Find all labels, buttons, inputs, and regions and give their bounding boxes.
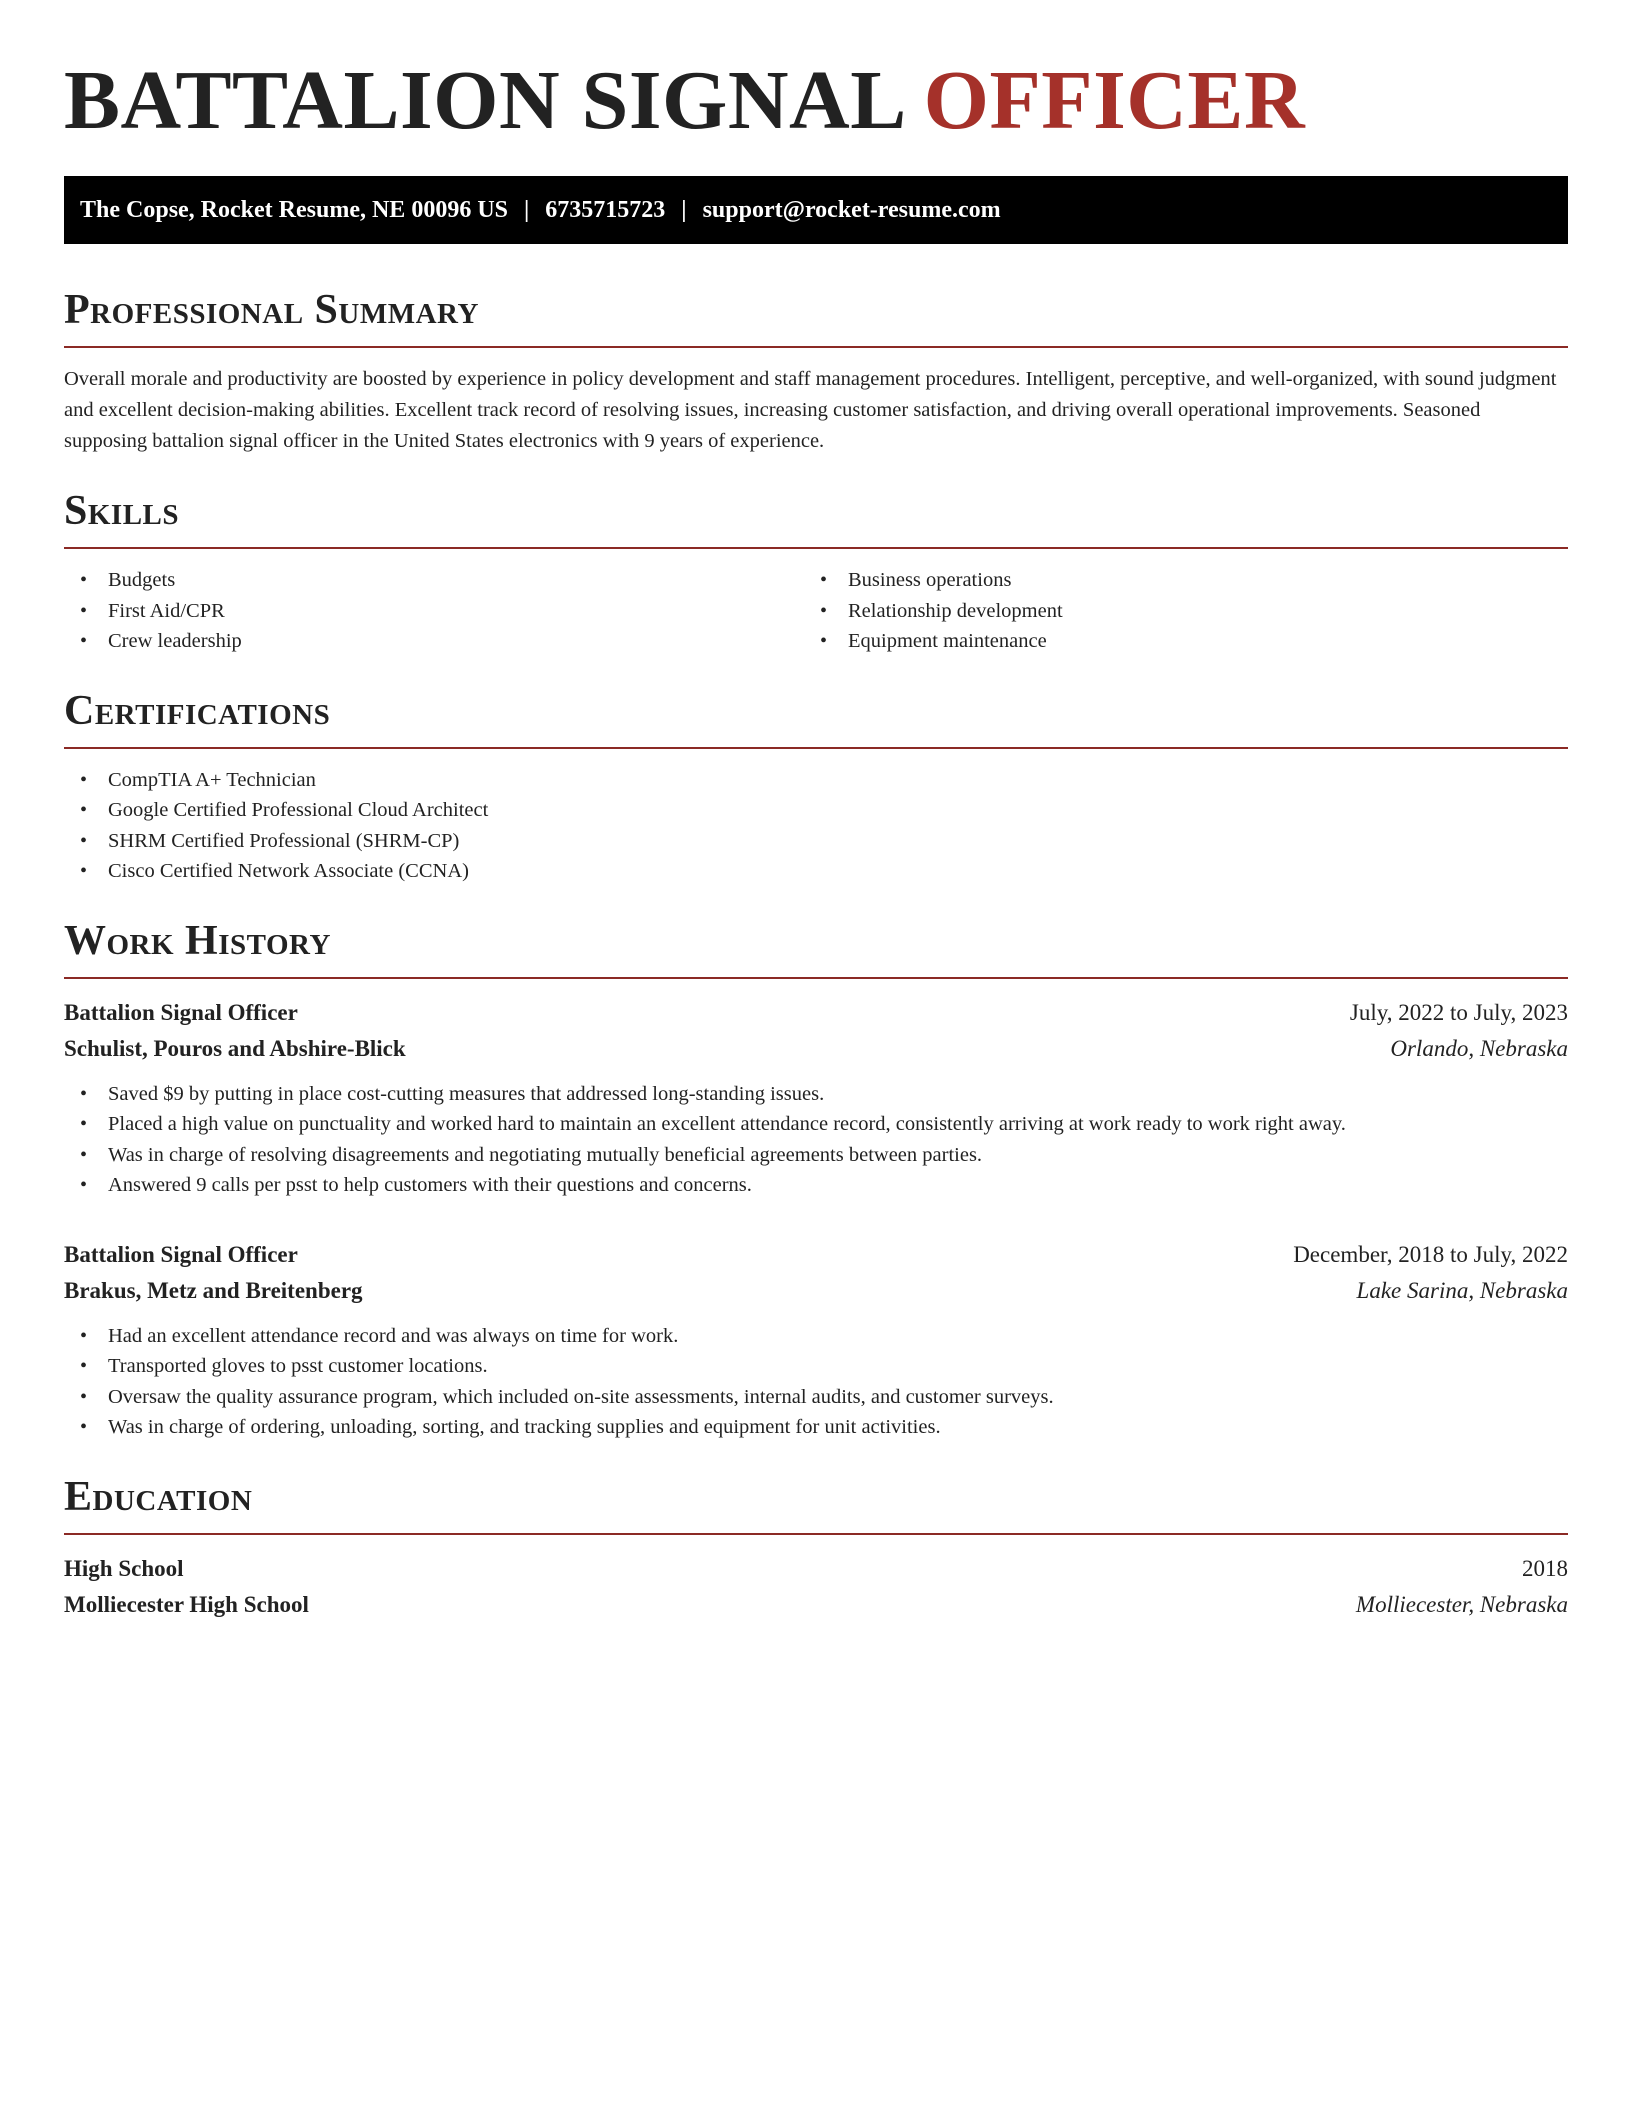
job-dates: July, 2022 to July, 2023	[1349, 999, 1568, 1025]
job-bullet: • Had an excellent attendance record and was always on time for work.	[64, 1321, 1568, 1352]
certifications-section	[64, 685, 1568, 887]
job-bullet: • Answered 9 calls per psst to help customers with their questions and concerns.	[64, 1170, 1568, 1201]
skill-item: • Equipment maintenance	[804, 626, 1544, 657]
section-divider	[64, 747, 1568, 749]
skills-columns	[64, 565, 1568, 657]
certification-item: • Cisco Certified Network Associate (CCNA)	[64, 856, 1568, 887]
certification-item: • CompTIA A+ Technician	[64, 765, 1568, 796]
job-bullet: • Saved $9 by putting in place cost-cutting measures that addressed long-standing issues.	[64, 1079, 1568, 1110]
job-header	[64, 995, 1568, 1031]
certification-item: • SHRM Certified Professional (SHRM-CP)	[64, 826, 1568, 857]
name-main: BATTALION SIGNAL	[64, 54, 903, 147]
certifications-heading: Certifications	[64, 687, 331, 734]
contact-separator: |	[524, 196, 530, 223]
skills-heading: Skills	[64, 488, 180, 534]
skill-item: • Crew leadership	[64, 626, 804, 657]
education-year: 2018	[1522, 1555, 1568, 1581]
job-bullet: • Placed a high value on punctuality and worked hard to maintain an excellent attendance record, consistently arriving at work ready to work right away.	[64, 1109, 1568, 1140]
education-header	[64, 1551, 1568, 1587]
job-company: Brakus, Metz and Breitenberg	[64, 1277, 363, 1303]
contact-bar	[64, 176, 1568, 244]
job-dates: December, 2018 to July, 2022	[1293, 1241, 1568, 1267]
name-accent: OFFICER	[923, 54, 1306, 147]
skill-item: • Relationship development	[804, 596, 1544, 627]
section-divider	[64, 346, 1568, 348]
education-school: Molliecester High School	[64, 1591, 309, 1617]
job-bullet: • Was in charge of ordering, unloading, sorting, and tracking supplies and equipment for unit activities.	[64, 1412, 1568, 1443]
job-entry	[64, 995, 1568, 1201]
education-heading: Education	[64, 1473, 253, 1520]
section-divider	[64, 547, 1568, 549]
section-divider	[64, 977, 1568, 979]
contact-email: support@rocket-resume.com	[702, 196, 1001, 223]
contact-address: The Copse, Rocket Resume, NE 00096 US	[80, 196, 508, 223]
education-location: Molliecester, Nebraska	[1355, 1591, 1568, 1617]
job-subheader	[64, 1273, 1568, 1309]
education-section	[64, 1471, 1568, 1623]
job-bullet: • Was in charge of resolving disagreements and negotiating mutually beneficial agreements between parties.	[64, 1140, 1568, 1171]
job-bullets	[64, 1321, 1568, 1443]
job-title: Battalion Signal Officer	[64, 999, 298, 1025]
skills-list-left	[64, 565, 804, 657]
education-degree: High School	[64, 1555, 184, 1581]
certification-item: • Google Certified Professional Cloud Architect	[64, 795, 1568, 826]
job-bullets	[64, 1079, 1568, 1201]
skills-list-right	[804, 565, 1544, 657]
summary-section	[64, 284, 1568, 457]
job-title: Battalion Signal Officer	[64, 1241, 298, 1267]
work-history-section	[64, 915, 1568, 1443]
job-bullet: • Transported gloves to psst customer locations.	[64, 1351, 1568, 1382]
skill-item: • Business operations	[804, 565, 1544, 596]
job-header	[64, 1237, 1568, 1273]
work-history-heading: Work History	[64, 917, 331, 964]
job-bullet: • Oversaw the quality assurance program, which included on-site assessments, internal audits, and customer surveys.	[64, 1382, 1568, 1413]
summary-heading: Professional Summary	[64, 287, 479, 333]
certifications-list	[64, 765, 1568, 887]
job-location: Orlando, Nebraska	[1390, 1035, 1568, 1061]
skills-section	[64, 485, 1568, 657]
resume-name	[64, 0, 1568, 150]
job-subheader	[64, 1031, 1568, 1067]
contact-phone: 6735715723	[545, 196, 666, 223]
skill-item: • First Aid/CPR	[64, 596, 804, 627]
education-entry	[64, 1551, 1568, 1623]
education-subheader	[64, 1587, 1568, 1623]
job-location: Lake Sarina, Nebraska	[1356, 1277, 1568, 1303]
summary-text: Overall morale and productivity are boosted by experience in policy development and staff management procedures. Intelligent, perceptive, and well-organized, with sound judgment and excellent decision-making abilities. Excellent track record of resolving issues, increasing customer satisfaction, and driving overall operational improvements. Seasoned supposing battalion signal officer in the United States electronics with 9 years of experience.	[64, 368, 1557, 452]
job-entry	[64, 1237, 1568, 1443]
contact-separator: |	[681, 196, 687, 223]
section-divider	[64, 1533, 1568, 1535]
job-company: Schulist, Pouros and Abshire-Blick	[64, 1035, 406, 1061]
skill-item: • Budgets	[64, 565, 804, 596]
